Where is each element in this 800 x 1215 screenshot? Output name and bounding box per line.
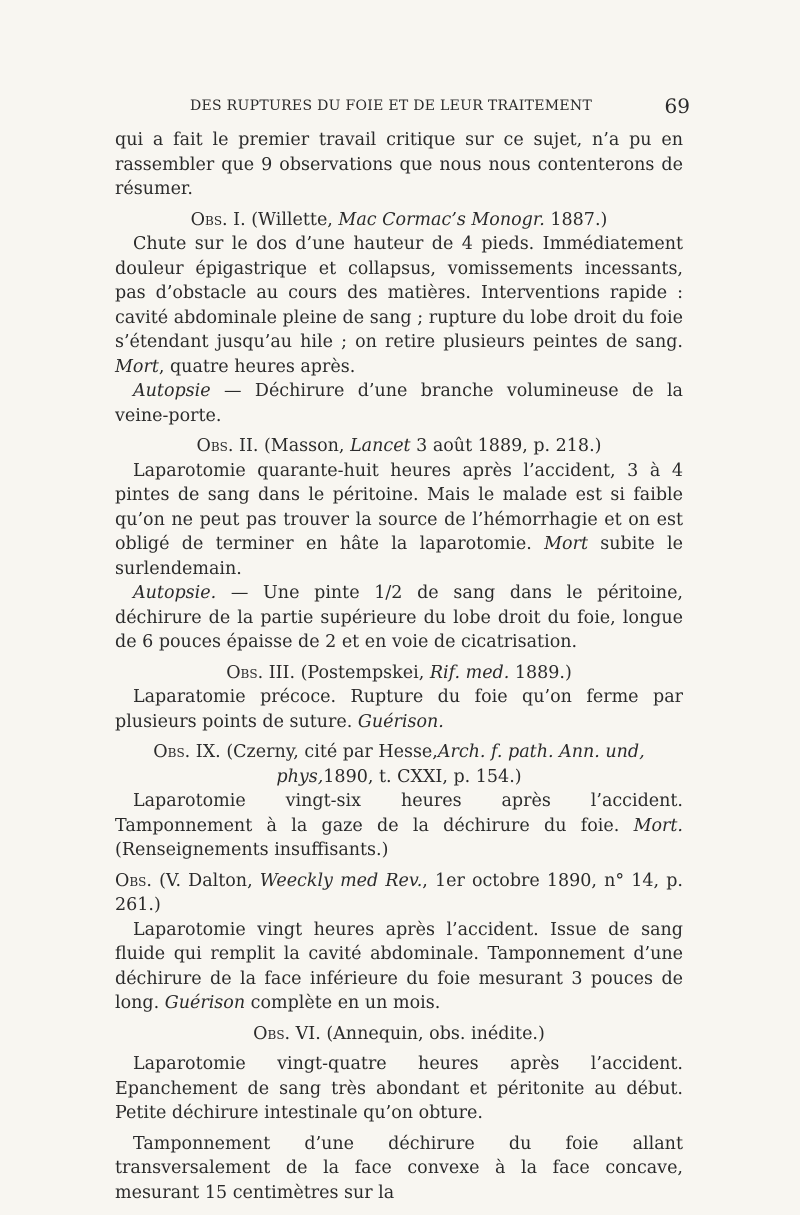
obs-2-autopsy-text: — Une pinte 1/2 de sang dans le péritoine, déchirure de la partie supérieure du lobe droit du foie, longue de 6 pouces épaisse de 2 et en voie de cicatrisation.	[115, 583, 683, 652]
obs-3-label: Obs. III.	[226, 662, 296, 683]
page-header	[190, 94, 690, 124]
obs-1-autopsy-text: — Déchirure d’une branche volumineuse de la veine-porte.	[115, 381, 683, 426]
obs-1-label: Obs. I.	[190, 209, 246, 230]
obs-3-body	[115, 685, 683, 734]
obs-dalton-outcome: Guérison	[164, 993, 246, 1013]
obs-2-label: Obs. II.	[196, 436, 259, 456]
obs-2-body-a: Laparotomie quarante-huit heures après l’accident, 3 à 4 pintes de sang dans le péritoine. Mais le malade est si faible qu’on ne peut pas trouver la source de l’hémorrhagie et on est obligé de terminer en hâte la laparotomie.	[115, 460, 683, 554]
obs-2-source-b: 3 août 1889, p. 218.)	[410, 436, 602, 456]
obs-2-body-b: subite le surlendemain.	[115, 534, 683, 579]
obs-3-heading	[115, 661, 683, 686]
obs-1-heading	[115, 208, 683, 233]
obs-1-outcome: Mort	[115, 356, 159, 377]
obs-9-outcome: Mort.	[633, 815, 683, 836]
obs-1-autopsy-label: Autopsie	[133, 381, 211, 401]
obs-2-source-a: (Masson,	[258, 436, 351, 456]
obs-3-source-title: Rif. med.	[429, 662, 510, 683]
running-title: DES RUPTURES DU FOIE ET DE LEUR TRAITEMENT	[190, 98, 593, 114]
obs-6-label: Obs. VI.	[253, 1023, 321, 1044]
obs-6-source: (Annequin, obs. inédite.)	[320, 1023, 545, 1044]
obs-dalton-source-b: , 1er octobre 1890, n° 14, p. 261.)	[115, 870, 683, 915]
body-text	[115, 128, 683, 1205]
obs-9-heading	[115, 740, 683, 789]
obs-dalton-body-b: complète en un mois.	[245, 993, 441, 1013]
obs-6-para-2: Tamponnement d’une déchirure du foie allant transversalement de la face convexe à la face concave, mesurant 15 centimètres sur la	[115, 1133, 683, 1203]
obs-9-body-b: (Renseignements insuffisants.)	[115, 840, 389, 860]
obs-1-body-a: Chute sur le dos d’une hauteur de 4 pieds. Immédiatement douleur épigastrique et collapsus, vomissements incessants, pas d’obstacle au cours des matières. Interventions rapide : cavité abdominale pleine de sang ; rupture du lobe droit du foie s’étendant jusqu’au hile ; on retire plusieurs peintes de sang.	[115, 234, 683, 352]
obs-2-body	[115, 459, 683, 582]
obs-2-heading	[115, 434, 683, 459]
page-number: 69	[664, 94, 690, 118]
obs-1-source-title: Mac Cormac’s Monogr.	[338, 209, 545, 230]
obs-9-source-title: Arch. f. path. Ann. und, phys,	[276, 742, 645, 787]
obs-9-source-b: 1890, t. CXXI, p. 154.)	[323, 766, 522, 787]
obs-1-source-b: 1887.)	[544, 209, 608, 230]
obs-2-outcome: Mort	[544, 534, 588, 554]
obs-1-body-b: , quatre heures après.	[158, 356, 356, 377]
obs-6-para-1: Laparotomie vingt-quatre heures après l’accident. Epanchement de sang très abondant et péritonite au début. Petite déchirure intestinale qu’on obture.	[115, 1054, 683, 1123]
obs-2-autopsy	[115, 581, 683, 655]
obs-9-label: Obs. IX.	[153, 742, 221, 762]
obs-2-source-title: Lancet	[350, 436, 411, 456]
obs-1-autopsy	[115, 379, 683, 428]
obs-dalton-body	[115, 918, 683, 1016]
obs-1-body	[115, 232, 683, 379]
obs-3-outcome: Guérison.	[357, 711, 444, 732]
obs-2-autopsy-label: Autopsie.	[133, 583, 217, 603]
obs-1-source-a: (Willette,	[245, 209, 339, 230]
obs-dalton-body-a: Laparotomie vingt heures après l’accident. Issue de sang fluide qui remplit la cavité abdominale. Tamponnement d’une déchirure de la face inférieure du foie mesurant 3 pouces de long.	[115, 919, 683, 1013]
obs-dalton-source-title: Weeckly med Rev.	[259, 870, 423, 891]
obs-9-body-a: Laparotomie vingt-six heures après l’accident. Tamponnement à la gaze de la déchirure du foie.	[115, 791, 683, 836]
obs-3-source-a: (Postempskei,	[295, 662, 430, 683]
obs-3-source-b: 1889.)	[509, 662, 572, 683]
intro-paragraph: qui a fait le premier travail critique sur ce sujet, n’a pu en rassembler que 9 observations que nous nous contenterons de résumer.	[115, 130, 683, 199]
obs-3-body-a: Laparatomie précoce. Rupture du foie qu’on ferme par plusieurs points de suture.	[115, 687, 683, 732]
obs-dalton-label: Obs.	[115, 870, 152, 891]
obs-dalton-heading	[115, 869, 683, 918]
obs-9-body	[115, 789, 683, 863]
obs-9-source-a: (Czerny, cité par Hesse,	[220, 742, 438, 762]
obs-6-heading	[115, 1022, 683, 1047]
obs-dalton-source-a: (V. Dalton,	[151, 870, 260, 891]
